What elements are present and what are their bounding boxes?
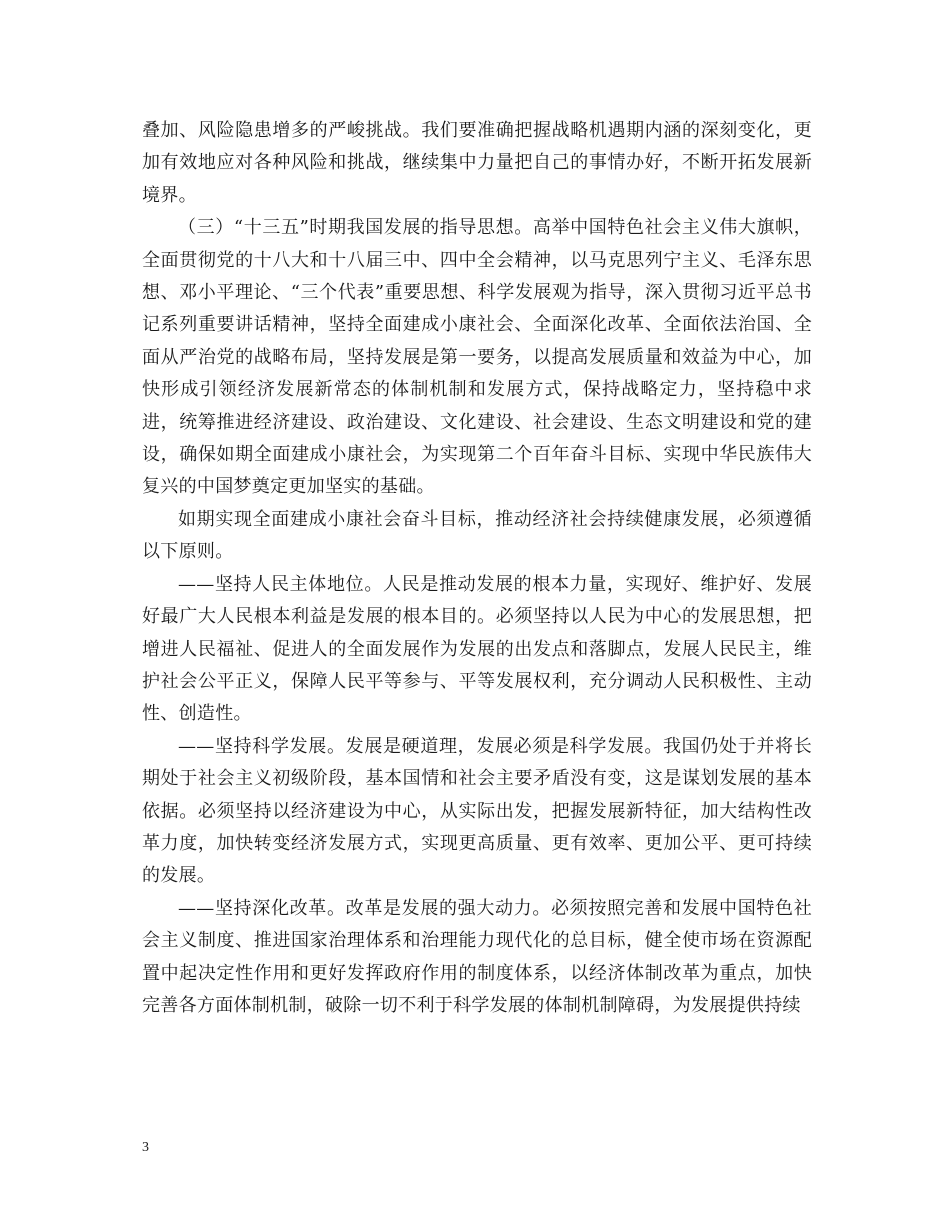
body-text xyxy=(142,115,812,1022)
paragraph-scientific-development: ——坚持科学发展。发展是硬道理，发展必须是科学发展。我国仍处于并将长期处于社会主义初级阶段，基本国情和社会主要矛盾没有变，这是谋划发展的基本依据。必须坚持以经济建设为中心，从实际出发，把握发展新特征，加大结构性改革力度，加快转变经济发展方式，实现更高质量、更有效率、更加公平、更可持续的发展。 xyxy=(142,735,812,887)
paragraph-continuation: 叠加、风险隐患增多的严峻挑战。我们要准确把握战略机遇期内涵的深刻变化，更加有效地应对各种风险和挑战，继续集中力量把自己的事情办好，不断开拓发展新境界。 xyxy=(142,120,812,206)
paragraph-guiding-thought: （三）“十三五”时期我国发展的指导思想。高举中国特色社会主义伟大旗帜，全面贯彻党的十八大和十八届三中、四中全会精神，以马克思列宁主义、毛泽东思想、邓小平理论、“三个代表”重要思想、科学发展观为指导，深入贯彻习近平总书记系列重要讲话精神，坚持全面建成小康社会、全面深化改革、全面依法治国、全面从严治党的战略布局，坚持发展是第一要务，以提高发展质量和效益为中心，加快形成引领经济发展新常态的体制机制和发展方式，保持战略定力，坚持稳中求进，统筹推进经济建设、政治建设、文化建设、社会建设、生态文明建设和党的建设，确保如期全面建成小康社会，为实现第二个百年奋斗目标、实现中华民族伟大复兴的中国梦奠定更加坚实的基础。 xyxy=(142,217,812,498)
paragraph-people-principle: ——坚持人民主体地位。人民是推动发展的根本力量，实现好、维护好、发展好最广大人民根本利益是发展的根本目的。必须坚持以人民为中心的发展思想，把增进人民福祉、促进人的全面发展作为发展的出发点和落脚点，发展人民民主，维护社会公平正义，保障人民平等参与、平等发展权利，充分调动人民积极性、主动性、创造性。 xyxy=(142,573,812,725)
paragraph-principles-intro: 如期实现全面建成小康社会奋斗目标，推动经济社会持续健康发展，必须遵循以下原则。 xyxy=(142,508,812,563)
paragraph-deepen-reform: ——坚持深化改革。改革是发展的强大动力。必须按照完善和发展中国特色社会主义制度、推进国家治理体系和治理能力现代化的总目标，健全使市场在资源配置中起决定性作用和更好发挥政府作用的制度体系，以经济体制改革为重点，加快完善各方面体制机制，破除一切不利于科学发展的体制机制障碍，为发展提供持续 xyxy=(142,897,812,1016)
page-number: 3 xyxy=(142,1140,149,1155)
